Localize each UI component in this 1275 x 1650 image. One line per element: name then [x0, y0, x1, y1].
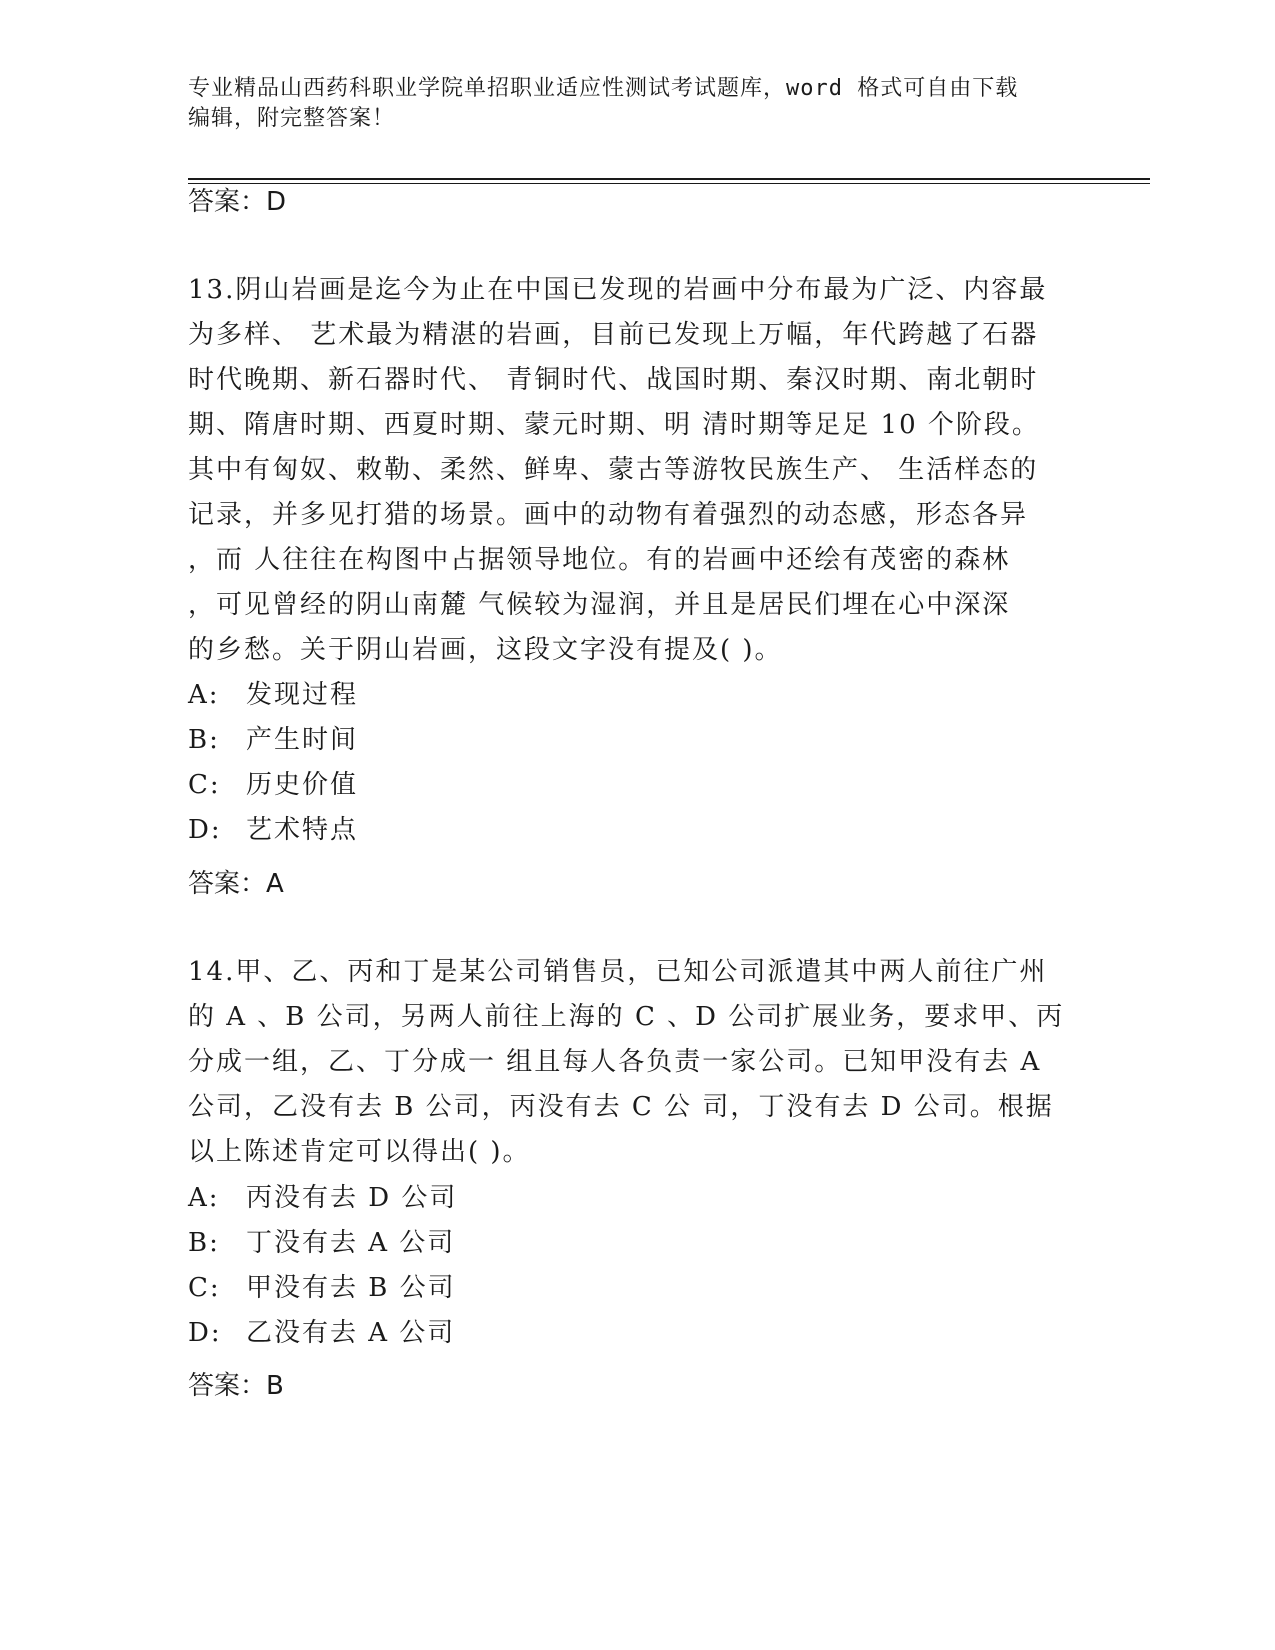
question-14-line: 公司，乙没有去 B 公司，丙没有去 C 公 司，丁没有去 D 公司。根据 [188, 1092, 1054, 1122]
question-13-options [188, 673, 358, 853]
option-a [188, 1176, 457, 1221]
option-text: 乙没有去 A 公司 [246, 1318, 456, 1348]
option-text: 发现过程 [246, 680, 359, 710]
option-key: B: [188, 1228, 220, 1258]
header-line-2: 编辑，附完整答案！ [188, 106, 396, 131]
question-13-line: 为多样、 艺术最为精湛的岩画，目前已发现上万幅，年代跨越了石器 [188, 320, 1039, 350]
question-14-options [188, 1176, 457, 1356]
question-14-line: 以上陈述肯定可以得出( )。 [188, 1137, 531, 1167]
option-key: D: [188, 1318, 222, 1348]
question-14 [188, 950, 1068, 1175]
question-13-answer: 答案：A [188, 869, 284, 899]
page-header [188, 74, 1068, 134]
question-14-line: 分成一组，乙、丁分成一 组且每人各负责一家公司。已知甲没有去 A [188, 1047, 1042, 1077]
option-key: D: [188, 815, 222, 845]
option-key: A: [188, 680, 220, 710]
option-d [188, 808, 358, 853]
option-c [188, 1266, 457, 1311]
header-divider-thin [188, 183, 1150, 184]
option-c [188, 763, 358, 808]
option-text: 甲没有去 B 公司 [246, 1273, 456, 1303]
question-13-line: 记录，并多见打猎的场景。画中的动物有着强烈的动态感，形态各异 [188, 500, 1029, 530]
option-text: 丁没有去 A 公司 [246, 1228, 456, 1258]
previous-answer: 答案：D [188, 187, 287, 217]
option-text: 艺术特点 [246, 815, 359, 845]
question-13-line: ，可见曾经的阴山南麓 气候较为湿润，并且是居民们埋在心中深深 [188, 590, 1011, 620]
question-14-answer: 答案：B [188, 1371, 284, 1401]
option-key: C: [188, 770, 221, 800]
question-13-line: 期、隋唐时期、西夏时期、蒙元时期、明 清时期等足足 10 个阶段。 [188, 410, 1040, 440]
option-text: 历史价值 [246, 770, 359, 800]
option-a [188, 673, 358, 718]
option-b [188, 1221, 457, 1266]
question-13-line: 时代晚期、新石器时代、 青铜时代、战国时期、秦汉时期、南北朝时 [188, 365, 1039, 395]
header-divider-thick [188, 178, 1150, 180]
option-text: 丙没有去 D 公司 [246, 1183, 458, 1213]
question-13-line: 的乡愁。关于阴山岩画，这段文字没有提及( )。 [188, 635, 783, 665]
question-14-line: 14.甲、乙、丙和丁是某公司销售员，已知公司派遣其中两人前往广州 [188, 957, 1048, 987]
question-13-line: ，而 人往往在构图中占据领导地位。有的岩画中还绘有茂密的森林 [188, 545, 1011, 575]
question-13 [188, 268, 1068, 673]
option-b [188, 718, 358, 763]
header-line-1: 专业精品山西药科职业学院单招职业适应性测试考试题库，word 格式可自由下载 [188, 76, 1019, 101]
question-13-line: 其中有匈奴、敕勒、柔然、鲜卑、蒙古等游牧民族生产、 生活样态的 [188, 455, 1039, 485]
option-key: A: [188, 1183, 220, 1213]
question-13-line: 13.阴山岩画是迄今为止在中国已发现的岩画中分布最为广泛、内容最 [188, 275, 1048, 305]
option-key: B: [188, 725, 220, 755]
question-14-line: 的 A 、B 公司，另两人前往上海的 C 、D 公司扩展业务，要求甲、丙 [188, 1002, 1065, 1032]
option-key: C: [188, 1273, 221, 1303]
option-d [188, 1311, 457, 1356]
option-text: 产生时间 [246, 725, 359, 755]
